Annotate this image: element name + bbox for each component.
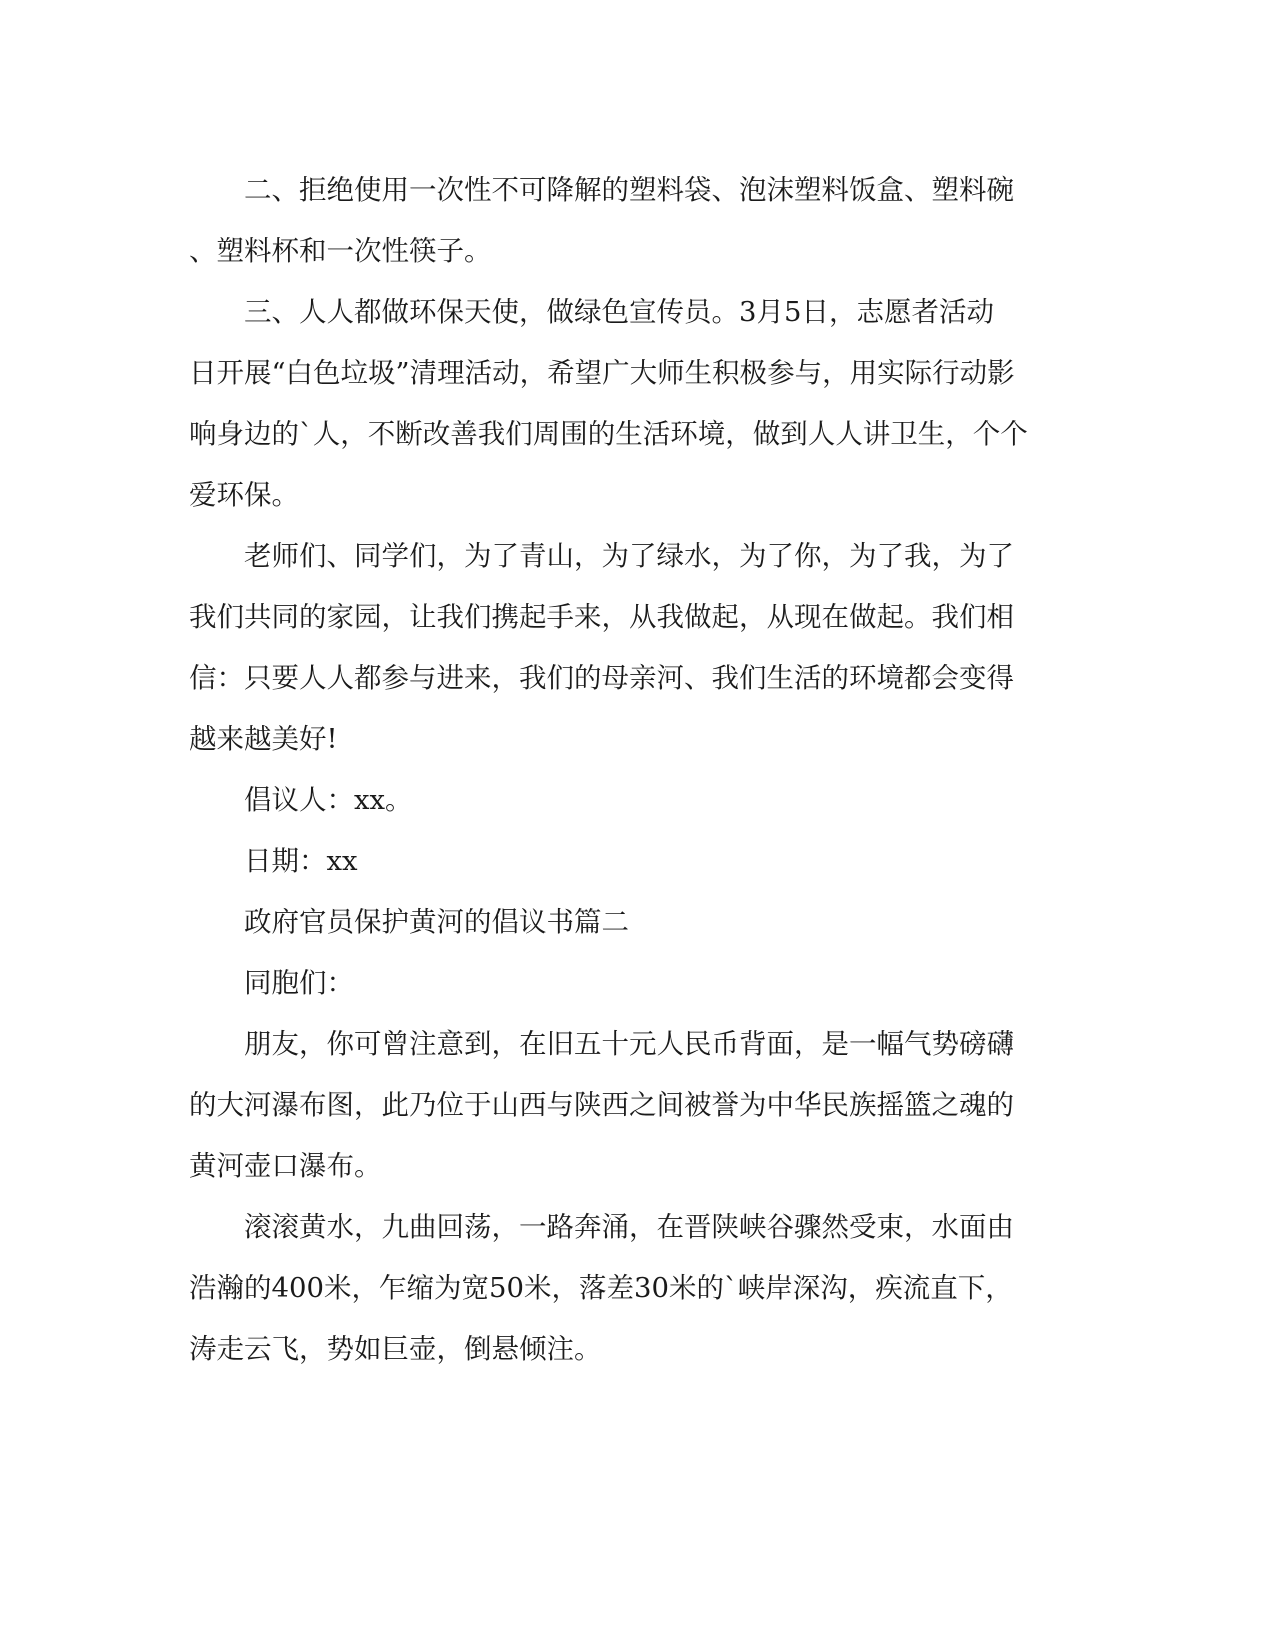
text-line: 朋友，你可曾注意到，在旧五十元人民币背面，是一幅气势磅礴 — [244, 1028, 1014, 1060]
text-line: 爱环保。 — [189, 479, 299, 511]
text-line: 日期：xx — [244, 845, 358, 877]
paragraph-call-to-action — [189, 526, 1069, 770]
text-line: 日开展“白色垃圾”清理活动，希望广大师生积极参与，用实际行动影 — [189, 357, 1015, 389]
paragraph-river — [189, 1197, 1069, 1380]
greeting-line — [189, 953, 1069, 1014]
text-line: 信：只要人人都参与进来，我们的母亲河、我们生活的环境都会变得 — [189, 662, 1014, 694]
text-line: 、塑料杯和一次性筷子。 — [189, 235, 492, 267]
text-line: 我们共同的家园，让我们携起手来，从我做起，从现在做起。我们相 — [189, 601, 1014, 633]
text-line: 二、拒绝使用一次性不可降解的塑料袋、泡沫塑料饭盒、塑料碗 — [244, 174, 1014, 206]
date-line — [189, 831, 1069, 892]
signer-line — [189, 770, 1069, 831]
text-line: 倡议人：xx。 — [244, 784, 413, 816]
paragraph-item-2 — [189, 160, 1069, 282]
text-line: 三、人人都做环保天使，做绿色宣传员。3月5日，志愿者活动 — [244, 296, 994, 328]
text-line: 黄河壶口瀑布。 — [189, 1150, 382, 1182]
text-line: 政府官员保护黄河的倡议书篇二 — [244, 906, 629, 938]
paragraph-friend — [189, 1014, 1069, 1197]
text-line: 的大河瀑布图，此乃位于山西与陕西之间被誉为中华民族摇篮之魂的 — [189, 1089, 1014, 1121]
text-line: 响身边的`人，不断改善我们周围的生活环境，做到人人讲卫生，个个 — [189, 418, 1028, 450]
text-line: 滚滚黄水，九曲回荡，一路奔涌，在晋陕峡谷骤然受束，水面由 — [244, 1211, 1014, 1243]
text-line: 越来越美好! — [189, 723, 338, 755]
text-line: 老师们、同学们，为了青山，为了绿水，为了你，为了我，为了 — [244, 540, 1014, 572]
paragraph-item-3 — [189, 282, 1069, 526]
text-line: 涛走云飞，势如巨壶，倒悬倾注。 — [189, 1333, 602, 1365]
document-body — [189, 160, 1069, 1380]
text-line: 同胞们： — [244, 967, 354, 999]
section-title — [189, 892, 1069, 953]
text-line: 浩瀚的400米，乍缩为宽50米，落差30米的`峡岸深沟，疾流直下， — [189, 1272, 1013, 1304]
